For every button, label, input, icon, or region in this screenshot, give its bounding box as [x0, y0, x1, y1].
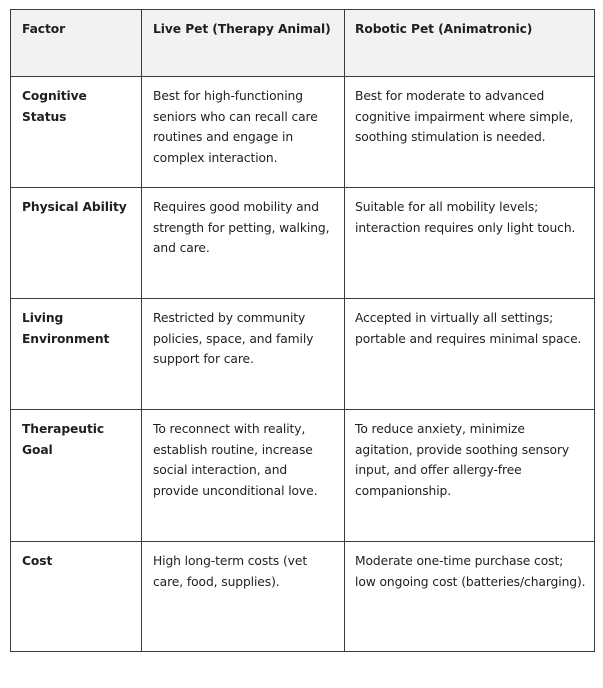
header-factor: Factor: [11, 10, 142, 77]
table-row: [11, 299, 595, 410]
live-pet-cell: Requires good mobility and strength for petting, walking, and care.: [142, 188, 345, 299]
table-body: [11, 77, 595, 652]
factor-cell: Therapeutic Goal: [11, 410, 142, 542]
robotic-pet-cell: Moderate one-time purchase cost; low ongoing cost (batteries/charging).: [345, 542, 595, 652]
robotic-pet-cell: Suitable for all mobility levels; interaction requires only light touch.: [345, 188, 595, 299]
live-pet-cell: To reconnect with reality, establish routine, increase social interaction, and provide unconditional love.: [142, 410, 345, 542]
factor-cell: Cost: [11, 542, 142, 652]
table-row: [11, 542, 595, 652]
table-row: [11, 410, 595, 542]
robotic-pet-cell: Accepted in virtually all settings; portable and requires minimal space.: [345, 299, 595, 410]
table-row: [11, 188, 595, 299]
table-header: [11, 10, 595, 77]
live-pet-cell: High long-term costs (vet care, food, supplies).: [142, 542, 345, 652]
robotic-pet-cell: Best for moderate to advanced cognitive impairment where simple, soothing stimulation is needed.: [345, 77, 595, 188]
factor-cell: Physical Ability: [11, 188, 142, 299]
comparison-table-container: [10, 9, 594, 652]
header-live-pet: Live Pet (Therapy Animal): [142, 10, 345, 77]
header-robotic-pet: Robotic Pet (Animatronic): [345, 10, 595, 77]
comparison-table: [10, 9, 595, 652]
robotic-pet-cell: To reduce anxiety, minimize agitation, provide soothing sensory input, and offer allergy-free companionship.: [345, 410, 595, 542]
table-row: [11, 77, 595, 188]
factor-cell: Cognitive Status: [11, 77, 142, 188]
header-row: [11, 10, 595, 77]
live-pet-cell: Restricted by community policies, space, and family support for care.: [142, 299, 345, 410]
live-pet-cell: Best for high-functioning seniors who can recall care routines and engage in complex interaction.: [142, 77, 345, 188]
factor-cell: Living Environment: [11, 299, 142, 410]
